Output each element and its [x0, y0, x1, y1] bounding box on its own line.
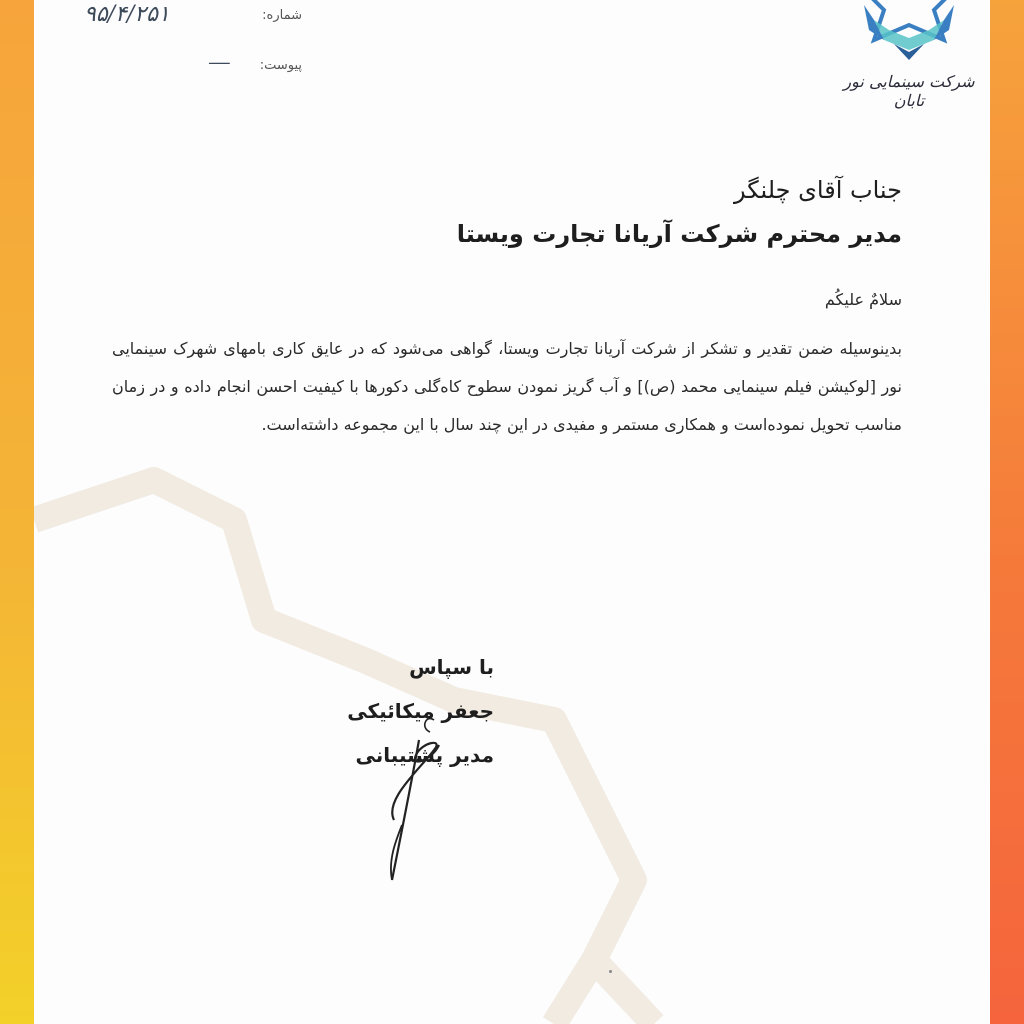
- letter-body: بدینوسیله ضمن تقدیر و تشکر از شرکت آریانا تجارت ویستا، گواهی می‌شود که در عایق کاری بامهای شهرک سینمایی نور [لوکیشن فیلم سینمایی محمد (ص)] و آب گریز نمودن سطوح کاه‌گلی دکورها با کیفیت احسن انجام داده و در زمان مناسب تحویل نموده‌است و همکاری مستمر و مفیدی در این چند سال با این مجموعه داشته‌است.: [112, 339, 902, 434]
- closing-thanks: با سپاس: [409, 655, 494, 679]
- greeting: سلامٌ علیکُم: [824, 290, 902, 309]
- frame-left: [0, 0, 34, 1024]
- signer-name: جعفر میکائیکی: [347, 699, 494, 723]
- company-logo: [834, 0, 984, 110]
- recipient-title: مدیر محترم شرکت آریانا تجارت ویستا: [456, 220, 902, 248]
- company-name: شرکت سینمایی نور تابان: [843, 72, 975, 110]
- star-logo-icon: [834, 0, 984, 70]
- handwritten-signature: [324, 650, 524, 900]
- letter-number: ۹۵/۴/۲۵۱: [84, 2, 170, 27]
- number-label: شماره:: [262, 8, 302, 23]
- letter-paper: [34, 0, 990, 1024]
- attachment-label: پیوست:: [259, 58, 302, 73]
- signer-title: مدیر پشتیبانی: [355, 743, 494, 767]
- paper-speck: [609, 970, 612, 973]
- frame-right: [990, 0, 1024, 1024]
- recipient-name: جناب آقای چلنگر: [734, 176, 902, 204]
- letter-meta: [74, 0, 314, 80]
- attachment-value: ـــــ: [209, 52, 230, 68]
- recipient-block: [457, 168, 902, 256]
